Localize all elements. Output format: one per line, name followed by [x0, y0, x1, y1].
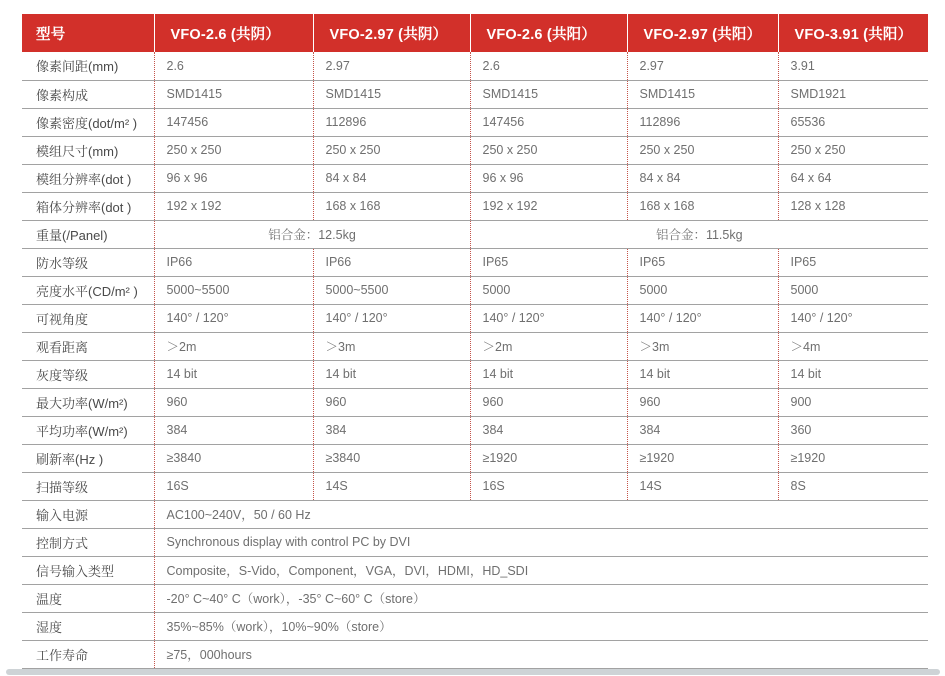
spec-value-cell: ≥1920: [470, 444, 627, 472]
spec-value-cell: 250 x 250: [470, 136, 627, 164]
spec-value-cell: ＞3m: [627, 332, 778, 360]
spec-value-cell: 84 x 84: [313, 164, 470, 192]
spec-value-cell: 3.91: [778, 52, 928, 80]
spec-value-cell: 14 bit: [470, 360, 627, 388]
spec-value-cell: 65536: [778, 108, 928, 136]
spec-value-cell: 140° / 120°: [154, 304, 313, 332]
spec-table-body: [22, 52, 928, 668]
spec-value-cell: ≥1920: [627, 444, 778, 472]
spec-value-cell: 5000: [627, 276, 778, 304]
spec-value-cell: 14 bit: [627, 360, 778, 388]
spec-value-cell: IP65: [778, 248, 928, 276]
table-row: [22, 80, 928, 108]
spec-table: [22, 14, 928, 669]
spec-value-cell-merged-left: 铝合金：12.5kg: [154, 220, 470, 248]
spec-value-cell: IP65: [627, 248, 778, 276]
table-row: [22, 108, 928, 136]
spec-label-cell: 输入电源: [22, 500, 154, 528]
spec-label-cell: 箱体分辨率(dot ): [22, 192, 154, 220]
spec-label-cell: 平均功率(W/m²): [22, 416, 154, 444]
spec-value-cell: ≥3840: [313, 444, 470, 472]
spec-value-cell: 192 x 192: [470, 192, 627, 220]
page-bottom-edge: [6, 669, 940, 675]
spec-value-cell: 250 x 250: [627, 136, 778, 164]
spec-value-cell: 14 bit: [778, 360, 928, 388]
spec-value-cell: ＞4m: [778, 332, 928, 360]
spec-value-cell: SMD1415: [470, 80, 627, 108]
spec-value-cell-fullspan: Synchronous display with control PC by DVI: [154, 528, 928, 556]
spec-value-cell: 5000~5500: [154, 276, 313, 304]
spec-value-cell-fullspan: ≥75，000hours: [154, 640, 928, 668]
spec-value-cell: IP65: [470, 248, 627, 276]
spec-value-cell: SMD1921: [778, 80, 928, 108]
spec-value-cell: 140° / 120°: [627, 304, 778, 332]
spec-value-cell: 8S: [778, 472, 928, 500]
spec-value-cell: 250 x 250: [154, 136, 313, 164]
table-row: [22, 136, 928, 164]
spec-value-cell: 960: [470, 388, 627, 416]
spec-label-cell: 控制方式: [22, 528, 154, 556]
spec-label-cell: 重量(/Panel): [22, 220, 154, 248]
table-row: [22, 52, 928, 80]
spec-value-cell: IP66: [154, 248, 313, 276]
spec-label-cell: 灰度等级: [22, 360, 154, 388]
spec-value-cell: 96 x 96: [470, 164, 627, 192]
table-row: [22, 612, 928, 640]
spec-value-cell-fullspan: -20° C~40° C（work），-35° C~60° C（store）: [154, 584, 928, 612]
table-row: [22, 556, 928, 584]
column-header-VFO-3.91: VFO-3.91 (共阳）: [778, 14, 928, 52]
spec-value-cell: ＞2m: [154, 332, 313, 360]
table-row: [22, 360, 928, 388]
spec-value-cell: 64 x 64: [778, 164, 928, 192]
spec-value-cell: 140° / 120°: [313, 304, 470, 332]
spec-value-cell: 384: [154, 416, 313, 444]
column-header-VFO-2.6: VFO-2.6 (共阴）: [154, 14, 313, 52]
table-row: [22, 220, 928, 248]
spec-value-cell: 250 x 250: [313, 136, 470, 164]
table-row: [22, 472, 928, 500]
spec-value-cell: 84 x 84: [627, 164, 778, 192]
spec-value-cell: SMD1415: [627, 80, 778, 108]
spec-value-cell: 14 bit: [154, 360, 313, 388]
spec-value-cell: 168 x 168: [627, 192, 778, 220]
table-row: [22, 584, 928, 612]
spec-value-cell: 16S: [470, 472, 627, 500]
table-row: [22, 640, 928, 668]
spec-value-cell: 384: [313, 416, 470, 444]
spec-value-cell: 112896: [627, 108, 778, 136]
spec-value-cell-fullspan: AC100~240V，50 / 60 Hz: [154, 500, 928, 528]
spec-value-cell: 960: [154, 388, 313, 416]
spec-value-cell: 360: [778, 416, 928, 444]
table-row: [22, 500, 928, 528]
spec-value-cell: IP66: [313, 248, 470, 276]
spec-value-cell: ≥1920: [778, 444, 928, 472]
table-row: [22, 276, 928, 304]
spec-value-cell-fullspan: Composite，S-Vido，Component，VGA，DVI，HDMI，HD_SDI: [154, 556, 928, 584]
spec-value-cell: 112896: [313, 108, 470, 136]
spec-value-cell: 960: [627, 388, 778, 416]
spec-label-cell: 信号输入类型: [22, 556, 154, 584]
spec-label-cell: 亮度水平(CD/m² ): [22, 276, 154, 304]
spec-value-cell: 5000: [778, 276, 928, 304]
spec-value-cell: SMD1415: [313, 80, 470, 108]
table-row: [22, 416, 928, 444]
spec-value-cell: ＞3m: [313, 332, 470, 360]
spec-value-cell: 2.6: [154, 52, 313, 80]
spec-value-cell: 140° / 120°: [778, 304, 928, 332]
spec-value-cell-fullspan: 35%~85%（work），10%~90%（store）: [154, 612, 928, 640]
table-row: [22, 192, 928, 220]
spec-value-cell: 128 x 128: [778, 192, 928, 220]
spec-label-cell: 防水等级: [22, 248, 154, 276]
table-row: [22, 164, 928, 192]
table-row: [22, 332, 928, 360]
spec-value-cell-merged-right: 铝合金：11.5kg: [470, 220, 928, 248]
spec-value-cell: ≥3840: [154, 444, 313, 472]
table-row: [22, 444, 928, 472]
spec-label-cell: 温度: [22, 584, 154, 612]
spec-value-cell: 2.6: [470, 52, 627, 80]
spec-label-cell: 模组分辨率(dot ): [22, 164, 154, 192]
spec-table-header: [22, 14, 928, 52]
spec-value-cell: 168 x 168: [313, 192, 470, 220]
spec-label-cell: 像素间距(mm): [22, 52, 154, 80]
spec-value-cell: 384: [470, 416, 627, 444]
spec-value-cell: 2.97: [313, 52, 470, 80]
table-row: [22, 528, 928, 556]
spec-value-cell: ＞2m: [470, 332, 627, 360]
spec-label-cell: 工作寿命: [22, 640, 154, 668]
spec-value-cell: 96 x 96: [154, 164, 313, 192]
spec-value-cell: 14S: [313, 472, 470, 500]
column-header-VFO-2.6: VFO-2.6 (共阳）: [470, 14, 627, 52]
spec-value-cell: 140° / 120°: [470, 304, 627, 332]
spec-label-cell: 最大功率(W/m²): [22, 388, 154, 416]
column-header-VFO-2.97: VFO-2.97 (共阴）: [313, 14, 470, 52]
spec-label-cell: 湿度: [22, 612, 154, 640]
spec-value-cell: SMD1415: [154, 80, 313, 108]
spec-label-cell: 像素构成: [22, 80, 154, 108]
spec-value-cell: 960: [313, 388, 470, 416]
spec-value-cell: 14S: [627, 472, 778, 500]
spec-value-cell: 900: [778, 388, 928, 416]
spec-label-cell: 可视角度: [22, 304, 154, 332]
spec-value-cell: 147456: [470, 108, 627, 136]
spec-value-cell: 192 x 192: [154, 192, 313, 220]
spec-value-cell: 14 bit: [313, 360, 470, 388]
spec-value-cell: 16S: [154, 472, 313, 500]
spec-value-cell: 5000~5500: [313, 276, 470, 304]
spec-label-cell: 观看距离: [22, 332, 154, 360]
spec-label-cell: 模组尺寸(mm): [22, 136, 154, 164]
spec-value-cell: 2.97: [627, 52, 778, 80]
spec-label-cell: 像素密度(dot/m² ): [22, 108, 154, 136]
table-row: [22, 388, 928, 416]
spec-value-cell: 250 x 250: [778, 136, 928, 164]
table-row: [22, 248, 928, 276]
table-row: [22, 304, 928, 332]
spec-value-cell: 147456: [154, 108, 313, 136]
column-header-VFO-2.97: VFO-2.97 (共阳）: [627, 14, 778, 52]
spec-value-cell: 384: [627, 416, 778, 444]
header-row: [22, 14, 928, 52]
spec-label-cell: 刷新率(Hz ): [22, 444, 154, 472]
model-column-header: 型号: [22, 14, 154, 52]
spec-label-cell: 扫描等级: [22, 472, 154, 500]
spec-value-cell: 5000: [470, 276, 627, 304]
